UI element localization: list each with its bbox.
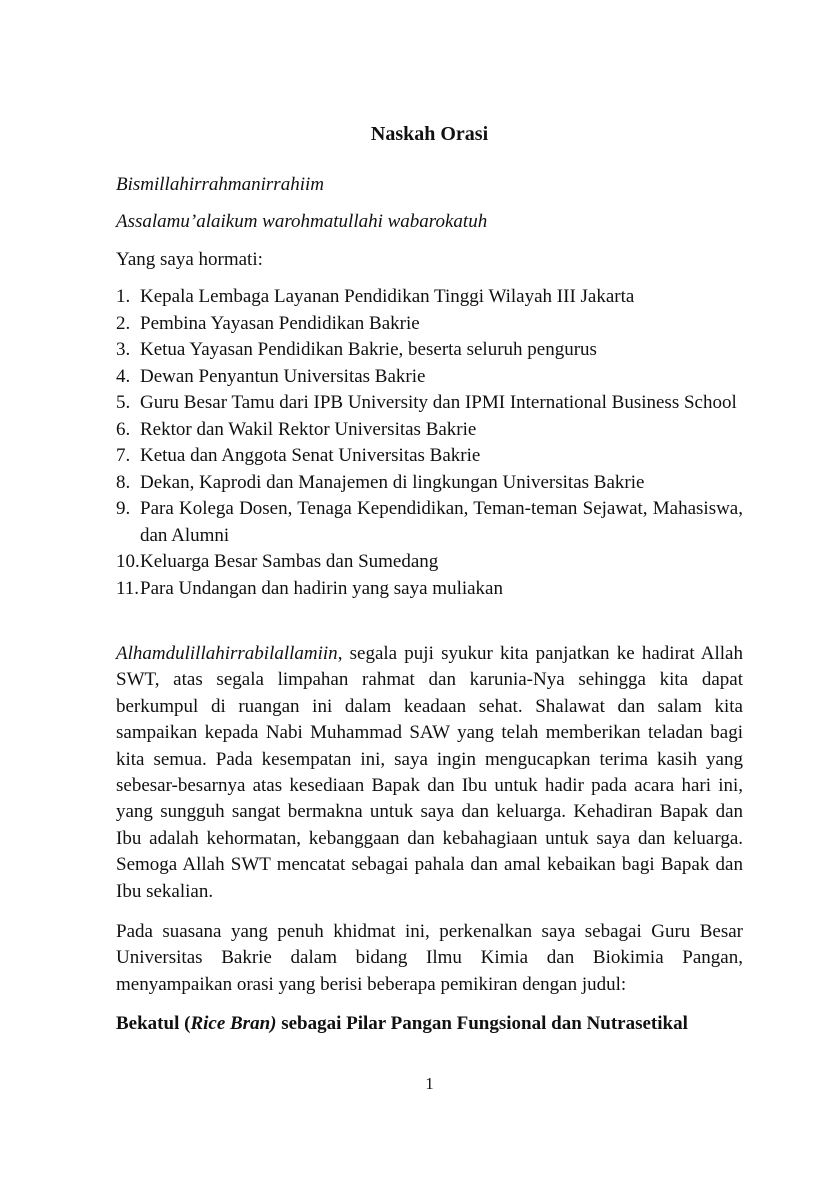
list-item [116, 311, 743, 338]
list-item-text: Kepala Lembaga Layanan Pendidikan Tinggi Wilayah III Jakarta [140, 286, 635, 307]
list-item-text: Dewan Penyantun Universitas Bakrie [140, 365, 426, 387]
list-item [116, 470, 743, 497]
document-title: Naskah Orasi [370, 123, 489, 145]
salam-line: Assalamu’alaikum warohmatullahi wabarokatuh [116, 211, 488, 232]
opening-paragraph-text: , segala puji syukur kita panjatkan ke hadirat Allah SWT, atas segala limpahan rahmat dan karunia-Nya sehingga kita dapat berkumpul di ruangan ini dalam keadaan sehat. Shalawat dan salam kita sampaikan kepada Nabi Muhammad SAW yang telah memberikan teladan bagi kita semua. Pada kesempatan ini, saya ingin mengucapkan terima kasih yang sebesar-besarnya atas kesediaan Bapak dan Ibu untuk hadir pada acara hari ini, yang sungguh sangat bermakna untuk saya dan keluarga. Kehadiran Bapak dan Ibu adalah kehormatan, kebanggaan dan kebahagiaan untuk saya dan keluarga. Semoga Allah SWT mencatat sebagai pahala dan amal kebaikan bagi Bapak dan Ibu sekalian. [116, 643, 743, 902]
list-item [116, 417, 743, 444]
list-item-text: Dekan, Kaprodi dan Manajemen di lingkungan Universitas Bakrie [140, 471, 645, 493]
list-item-number: 5. [116, 392, 131, 413]
list-item-number: 9. [116, 498, 131, 519]
oration-title-part2: sebagai Pilar Pangan Fungsional dan Nutrasetikal [276, 1013, 688, 1034]
document-page [116, 0, 743, 1190]
list-item [116, 496, 743, 549]
list-item-number: 1. [116, 286, 131, 307]
list-item-text: Ketua dan Anggota Senat Universitas Bakrie [140, 445, 481, 466]
basmalah-line: Bismillahirrahmanirrahiim [116, 174, 324, 195]
list-item-number: 3. [116, 339, 131, 360]
list-item-text: Ketua Yayasan Pendidikan Bakrie, beserta seluruh pengurus [140, 339, 597, 360]
oration-title-italic: Rice Bran) [190, 1013, 277, 1034]
list-item-number: 11. [116, 577, 140, 599]
list-item [116, 443, 743, 470]
list-item [116, 576, 743, 603]
list-item-text: Para Kolega Dosen, Tenaga Kependidikan, Teman-teman Sejawat, Mahasiswa, dan Alumni [140, 498, 743, 546]
hamdalah-text: Alhamdulillahirrabilallamiin [116, 643, 338, 664]
page-number: 1 [425, 1074, 434, 1093]
list-item-number: 10. [116, 551, 140, 572]
list-item-number: 4. [116, 365, 131, 387]
oration-title-part1: Bekatul ( [116, 1013, 191, 1034]
honoree-list [116, 284, 743, 602]
list-item-number: 6. [116, 418, 131, 440]
oration-title [116, 1011, 743, 1037]
list-item-number: 7. [116, 445, 131, 466]
greeting-line: Yang saya hormati: [116, 249, 263, 270]
list-item [116, 337, 743, 364]
list-item [116, 284, 743, 311]
list-item-text: Para Undangan dan hadirin yang saya muliakan [140, 577, 503, 599]
list-item-number: 2. [116, 312, 131, 334]
list-item [116, 364, 743, 391]
list-item-number: 8. [116, 471, 131, 493]
opening-paragraph [116, 641, 743, 905]
list-item [116, 549, 743, 576]
list-item-text: Pembina Yayasan Pendidikan Bakrie [140, 312, 420, 334]
list-item-text: Rektor dan Wakil Rektor Universitas Bakrie [140, 418, 477, 440]
introduction-paragraph: Pada suasana yang penuh khidmat ini, perkenalkan saya sebagai Guru Besar Universitas Bakrie dalam bidang Ilmu Kimia dan Biokimia Pangan, menyampaikan orasi yang berisi beberapa pemikiran dengan judul: [116, 921, 743, 995]
list-item-text: Keluarga Besar Sambas dan Sumedang [140, 551, 439, 572]
list-item [116, 390, 743, 417]
list-item-text: Guru Besar Tamu dari IPB University dan IPMI International Business School [140, 392, 737, 413]
